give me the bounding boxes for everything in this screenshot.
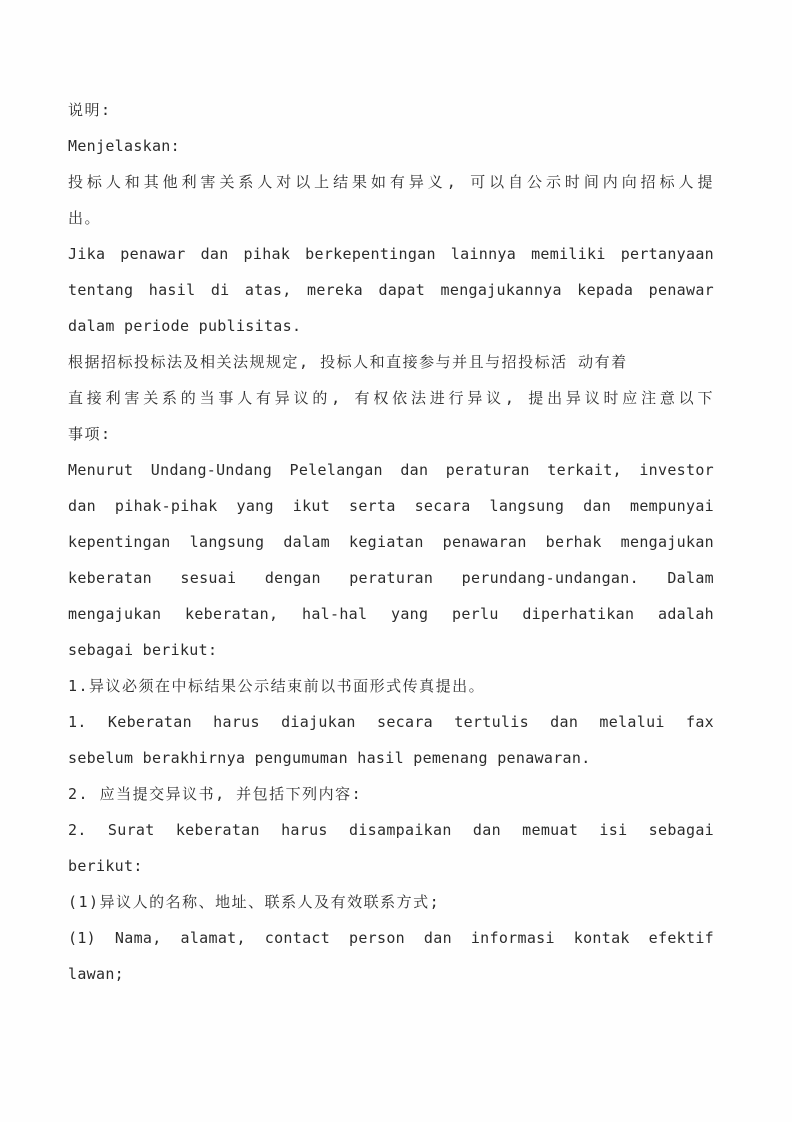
list-item-2-id-cont: berikut: (68, 857, 143, 875)
sub-item-1-id: (1) Nama, alamat, contact person dan informasi kontak efektif (68, 929, 714, 947)
sub-item-1-zh: (1)异议人的名称、地址、联系人及有效联系方式; (68, 893, 441, 911)
list-item-2-zh: 2. 应当提交异议书, 并包括下列内容: (68, 785, 363, 803)
list-item-2-id: 2. Surat keberatan harus disampaikan dan memuat isi sebagai (68, 821, 714, 839)
paragraph-line: 投标人和其他利害关系人对以上结果如有异义, 可以自公示时间内向招标人提 (68, 173, 714, 191)
list-item-1-id-cont: sebelum berakhirnya pengumuman hasil pemenang penawaran. (68, 749, 591, 767)
paragraph-line: sebagai berikut: (68, 641, 218, 659)
paragraph-line: 直接利害关系的当事人有异议的, 有权依法进行异议, 提出异议时应注意以下 (68, 389, 714, 407)
paragraph-line: 出。 (68, 209, 102, 227)
heading-explanation-zh: 说明: (68, 101, 112, 119)
paragraph-line: dalam periode publisitas. (68, 317, 302, 335)
paragraph-line: dan pihak-pihak yang ikut serta secara langsung dan mempunyai (68, 497, 714, 515)
paragraph-line: kepentingan langsung dalam kegiatan penawaran berhak mengajukan (68, 533, 714, 551)
sub-item-1-id-cont: lawan; (68, 965, 124, 983)
document-body (68, 92, 714, 992)
list-item-1-id: 1. Keberatan harus diajukan secara tertulis dan melalui fax (68, 713, 714, 731)
paragraph-line: 事项: (68, 425, 112, 443)
list-item-1-zh: 1.异议必须在中标结果公示结束前以书面形式传真提出。 (68, 677, 486, 695)
heading-explanation-id: Menjelaskan: (68, 137, 180, 155)
paragraph-line: 根据招标投标法及相关法规规定, 投标人和直接参与并且与招投标活 动有着 (68, 353, 628, 371)
paragraph-line: tentang hasil di atas, mereka dapat mengajukannya kepada penawar (68, 281, 714, 299)
paragraph-line: Jika penawar dan pihak berkepentingan lainnya memiliki pertanyaan (68, 245, 714, 263)
paragraph-line: mengajukan keberatan, hal-hal yang perlu diperhatikan adalah (68, 605, 714, 623)
paragraph-line: Menurut Undang-Undang Pelelangan dan peraturan terkait, investor (68, 461, 714, 479)
paragraph-line: keberatan sesuai dengan peraturan perundang-undangan. Dalam (68, 569, 714, 587)
